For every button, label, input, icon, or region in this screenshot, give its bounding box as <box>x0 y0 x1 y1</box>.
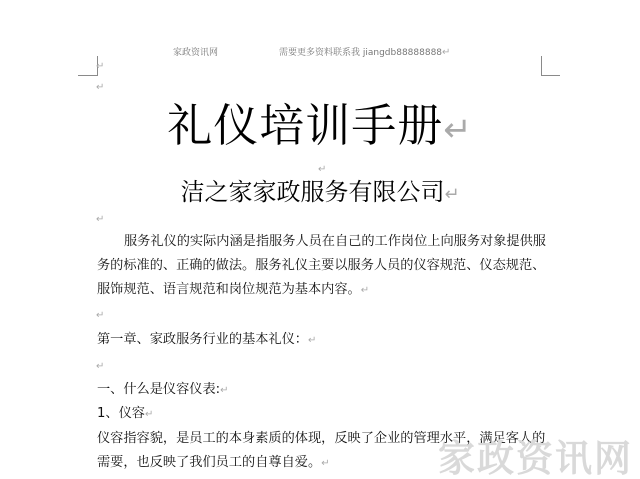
chapter-heading-text: 第一章、家政服务行业的基本礼仪： <box>97 332 308 347</box>
title-text: 礼仪培训手册 <box>167 99 444 152</box>
section-heading <box>97 380 229 401</box>
header-right-label: 需要更多资料联系我 jiangdb88888888 <box>279 48 443 58</box>
document-subtitle <box>0 176 640 211</box>
empty-paragraph-mark: ↵ <box>96 214 105 225</box>
subsection-heading-text: 1、仪容 <box>97 406 145 421</box>
subsection-heading <box>97 404 153 425</box>
document-title <box>0 98 640 158</box>
intro-paragraph-text: 服务礼仪的实际内涵是指服务人员在自己的工作岗位上向服务对象提供服务的标准的、正确的做法。服务礼仪主要以服务人员的仪容规范、仪态规范、服饰规范、语言规范和岗位规范为基本内容。 <box>97 234 546 297</box>
paragraph-mark: ↵ <box>144 409 154 420</box>
definition-paragraph-text: 仪容指容貌，是员工的本身素质的体现，反映了企业的管理水平，满足客人的需要，也反映了我们员工的自尊自爱。 <box>97 431 546 470</box>
paragraph-mark: ↵ <box>220 385 229 396</box>
empty-paragraph-mark: ↵ <box>96 361 105 372</box>
crop-mark-left-horizontal <box>78 75 97 76</box>
empty-paragraph-mark: ↵ <box>96 82 105 93</box>
paragraph-mark: ↵ <box>308 335 317 346</box>
empty-paragraph-mark: ↵ <box>96 310 105 321</box>
header-right-text <box>279 45 450 58</box>
crop-mark-right-vertical <box>541 56 542 76</box>
watermark-logo: 家政资讯网 <box>438 437 633 479</box>
header-left-text <box>173 45 218 58</box>
paragraph-mark: ↵ <box>442 47 451 58</box>
paragraph-mark: ↵ <box>321 458 330 469</box>
paragraph-mark: ↵ <box>360 285 370 296</box>
chapter-heading <box>97 330 316 351</box>
empty-paragraph-mark: ↵ <box>318 164 327 175</box>
paragraph-mark: ↵ <box>443 110 473 150</box>
subtitle-text: 洁之家家政服务有限公司 <box>180 178 445 206</box>
crop-mark-right-horizontal <box>541 75 560 76</box>
empty-paragraph-mark: ↵ <box>96 61 105 72</box>
intro-paragraph <box>97 230 549 303</box>
paragraph-mark: ↵ <box>444 184 460 205</box>
section-heading-text: 一、什么是仪容仪表: <box>97 382 221 397</box>
header-left-label: 家政资讯网 <box>173 48 219 58</box>
